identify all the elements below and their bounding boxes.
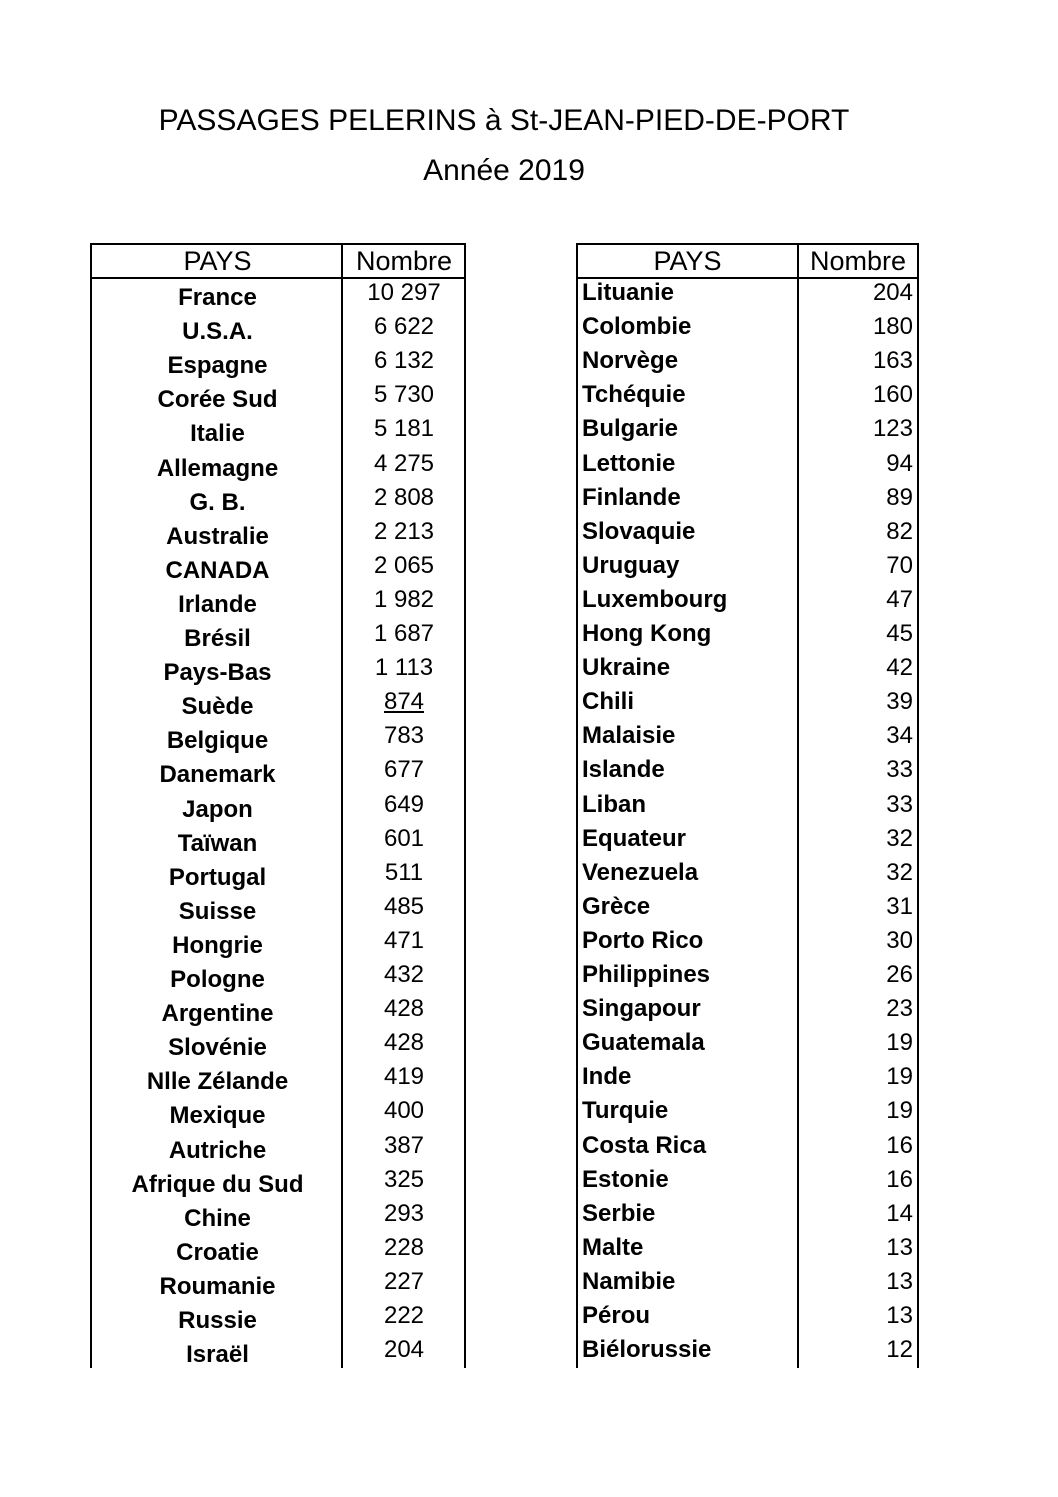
pilgrim-count: 39 (886, 688, 913, 716)
table-row (90, 856, 466, 890)
pilgrim-count: 428 (383, 995, 425, 1023)
country-name: Namibie (582, 1267, 676, 1295)
pilgrim-count: 33 (886, 756, 913, 784)
pilgrim-count: 19 (886, 1097, 913, 1125)
pilgrim-count: 6 622 (373, 313, 435, 341)
pilgrim-count: 5 181 (373, 415, 435, 443)
table-row (90, 447, 466, 481)
table-row (90, 890, 466, 924)
country-name: Brésil (184, 625, 251, 652)
table-row (576, 1026, 919, 1060)
pilgrim-count: 89 (886, 483, 913, 511)
table-row (90, 1094, 466, 1128)
pilgrim-count: 14 (886, 1199, 913, 1227)
pilgrim-count: 419 (383, 1063, 425, 1091)
pilgrim-count: 677 (383, 756, 425, 784)
pilgrim-count: 293 (383, 1199, 425, 1227)
column-header-country: PAYS (653, 246, 722, 276)
table-row (576, 1094, 919, 1128)
pilgrim-count: 42 (886, 654, 913, 682)
table-row (576, 412, 919, 446)
country-name: Nlle Zélande (146, 1068, 289, 1096)
table-row (576, 1333, 919, 1367)
pilgrim-count: 325 (383, 1165, 425, 1193)
pilgrim-count: 228 (383, 1233, 425, 1261)
country-name: Bulgarie (582, 415, 679, 443)
table-row (576, 276, 919, 310)
country-name: Afrique du Sud (131, 1170, 304, 1198)
pilgrim-count: 13 (886, 1233, 913, 1261)
pilgrim-count: 180 (872, 313, 913, 341)
table-row (576, 651, 919, 685)
country-name: Serbie (582, 1199, 656, 1227)
table-row (576, 583, 919, 617)
pilgrim-count: 783 (383, 722, 425, 750)
table-row (576, 1197, 919, 1231)
pilgrim-count: 1 982 (373, 585, 435, 613)
country-name: Estonie (582, 1165, 669, 1193)
table-row (90, 378, 466, 412)
pilgrim-count: 601 (383, 824, 425, 852)
table-row (90, 344, 466, 378)
pilgrim-count: 45 (886, 620, 913, 647)
table-row (576, 1265, 919, 1299)
pilgrim-count: 82 (886, 517, 913, 545)
country-name: Ukraine (582, 654, 671, 682)
table-row (576, 481, 919, 515)
table-row (576, 822, 919, 856)
pilgrim-count: 428 (383, 1029, 425, 1057)
country-name: Hongrie (172, 931, 263, 959)
country-name: Portugal (168, 863, 267, 891)
table-row (90, 1060, 466, 1094)
table-row (90, 583, 466, 617)
table-row (576, 344, 919, 378)
pilgrim-count: 227 (383, 1267, 425, 1295)
table-row (576, 685, 919, 719)
table-row (576, 856, 919, 890)
country-name: Equateur (582, 824, 687, 852)
pilgrim-count: 649 (383, 790, 425, 818)
pilgrim-count: 163 (872, 347, 913, 375)
table-row (90, 276, 466, 310)
country-name: Norvège (582, 347, 679, 375)
country-name: Autriche (168, 1136, 267, 1164)
table-row (90, 515, 466, 549)
pilgrim-count: 1 113 (374, 654, 434, 682)
pilgrim-count: 47 (886, 585, 913, 613)
table-row (576, 378, 919, 412)
country-name: Slovaquie (582, 517, 696, 545)
country-name: Australie (166, 522, 269, 550)
pilgrim-count: 10 297 (367, 279, 441, 306)
pilgrim-count: 2 213 (373, 517, 435, 545)
pilgrim-count: 471 (383, 926, 425, 954)
table-row (576, 924, 919, 958)
pilgrim-count: 2 808 (373, 483, 435, 511)
pilgrim-count: 387 (383, 1131, 425, 1159)
country-name: Israël (186, 1341, 249, 1369)
country-name: Pays-Bas (163, 659, 272, 687)
country-name: Danemark (159, 761, 276, 789)
country-name: Guatemala (582, 1029, 705, 1057)
page-title: PASSAGES PELERINS à St-JEAN-PIED-DE-PORT (158, 104, 850, 137)
table-row (90, 412, 466, 446)
table-row (90, 822, 466, 856)
table-row (90, 1129, 466, 1163)
country-name: Lettonie (582, 449, 676, 477)
country-name: Liban (582, 790, 646, 818)
table-row (90, 1265, 466, 1299)
pilgrim-count: 13 (886, 1302, 913, 1329)
country-name: Roumanie (159, 1272, 276, 1300)
pilgrim-count: 19 (886, 1029, 913, 1057)
country-name: France (178, 284, 257, 311)
table-row (576, 788, 919, 822)
pilgrim-count: 26 (886, 961, 913, 988)
country-name: Malte (582, 1233, 644, 1261)
table-row (90, 651, 466, 685)
table-row (90, 310, 466, 344)
table-row (576, 753, 919, 787)
pilgrim-count: 23 (886, 995, 913, 1023)
country-name: Tchéquie (582, 381, 686, 409)
table-row (576, 1299, 919, 1333)
pilgrim-count: 1 687 (373, 620, 435, 647)
table-row (90, 549, 466, 583)
table-row (576, 1231, 919, 1265)
column-header-number: Nombre (355, 246, 453, 276)
country-name: Malaisie (582, 722, 676, 750)
country-name: Espagne (167, 352, 268, 380)
pilgrim-count: 432 (383, 961, 425, 988)
countries-table-right (576, 243, 919, 1368)
pilgrim-count: 32 (886, 858, 913, 886)
pilgrim-count: 874 (383, 688, 425, 716)
pilgrim-count: 204 (383, 1336, 425, 1364)
pilgrim-count: 6 132 (373, 347, 435, 375)
table-row (90, 1026, 466, 1060)
table-row (576, 890, 919, 924)
country-name: Irlande (178, 590, 257, 618)
table-row (576, 719, 919, 753)
country-name: Inde (582, 1063, 632, 1091)
table-row (90, 1163, 466, 1197)
pilgrim-count: 222 (383, 1302, 425, 1329)
country-name: Colombie (582, 313, 692, 341)
country-name: Uruguay (582, 551, 680, 579)
table-row (90, 992, 466, 1026)
table-row (90, 753, 466, 787)
pilgrim-count: 70 (886, 551, 913, 579)
pilgrim-count: 511 (384, 858, 424, 886)
country-name: Finlande (582, 483, 681, 511)
pilgrim-count: 16 (886, 1165, 913, 1193)
country-name: Taïwan (177, 829, 258, 857)
table-row (90, 1299, 466, 1333)
country-name: Japon (182, 795, 253, 823)
country-name: Allemagne (156, 454, 279, 482)
country-name: U.S.A. (182, 318, 253, 346)
country-name: Suède (181, 693, 254, 721)
country-name: Pérou (582, 1302, 651, 1329)
country-name: Italie (190, 420, 245, 448)
country-name: Belgique (166, 727, 269, 755)
table-row (576, 958, 919, 992)
table-row (576, 447, 919, 481)
table-row (90, 1231, 466, 1265)
country-name: Venezuela (582, 858, 699, 886)
table-row (576, 617, 919, 651)
country-name: Chine (184, 1204, 251, 1232)
pilgrim-count: 123 (872, 415, 913, 443)
country-name: Russie (178, 1307, 257, 1334)
country-name: Suisse (178, 897, 257, 925)
countries-table-left (90, 243, 466, 1368)
country-name: Islande (582, 756, 665, 784)
country-name: Turquie (582, 1097, 669, 1125)
column-header-number: Nombre (809, 246, 907, 276)
table-row (90, 617, 466, 651)
table-row (90, 719, 466, 753)
pilgrim-count: 16 (886, 1131, 913, 1159)
table-row (90, 958, 466, 992)
country-name: Lituanie (582, 279, 675, 306)
country-name: Mexique (169, 1102, 266, 1130)
table-row (576, 1163, 919, 1197)
country-name: CANADA (165, 556, 270, 584)
country-name: Croatie (176, 1238, 259, 1266)
pilgrim-count: 160 (872, 381, 913, 409)
country-name: Grèce (582, 892, 651, 920)
country-name: Porto Rico (582, 926, 704, 954)
column-header-country: PAYS (183, 246, 252, 276)
pilgrim-count: 33 (886, 790, 913, 818)
pilgrim-count: 19 (886, 1063, 913, 1091)
pilgrim-count: 204 (872, 279, 913, 306)
pilgrim-count: 94 (886, 449, 913, 477)
country-name: Singapour (582, 995, 701, 1023)
pilgrim-count: 400 (383, 1097, 425, 1125)
table-row (90, 1197, 466, 1231)
pilgrim-count: 485 (383, 892, 425, 920)
table-row (90, 1333, 466, 1367)
table-row (90, 788, 466, 822)
country-name: Costa Rica (582, 1131, 707, 1159)
table-row (576, 549, 919, 583)
country-name: Slovénie (168, 1034, 267, 1062)
country-name: G. B. (189, 488, 246, 516)
country-name: Corée Sud (157, 386, 278, 414)
table-row (90, 481, 466, 515)
country-name: Argentine (161, 1000, 274, 1028)
table-row (576, 1060, 919, 1094)
table-row (90, 685, 466, 719)
country-name: Pologne (170, 966, 265, 993)
pilgrim-count: 12 (886, 1336, 913, 1364)
pilgrim-count: 31 (886, 892, 913, 920)
country-name: Biélorussie (582, 1336, 712, 1364)
pilgrim-count: 13 (886, 1267, 913, 1295)
table-row (576, 992, 919, 1026)
pilgrim-count: 34 (886, 722, 913, 750)
country-name: Luxembourg (582, 585, 728, 613)
pilgrim-count: 32 (886, 824, 913, 852)
table-row (576, 310, 919, 344)
country-name: Philippines (582, 961, 711, 988)
country-name: Chili (582, 688, 634, 716)
table-row (90, 924, 466, 958)
table-row (576, 1129, 919, 1163)
pilgrim-count: 5 730 (373, 381, 435, 409)
country-name: Hong Kong (582, 620, 712, 647)
pilgrim-count: 2 065 (373, 551, 435, 579)
pilgrim-count: 4 275 (373, 449, 435, 477)
page-subtitle-year: Année 2019 (423, 154, 585, 187)
table-row (576, 515, 919, 549)
pilgrim-count: 30 (886, 926, 913, 954)
